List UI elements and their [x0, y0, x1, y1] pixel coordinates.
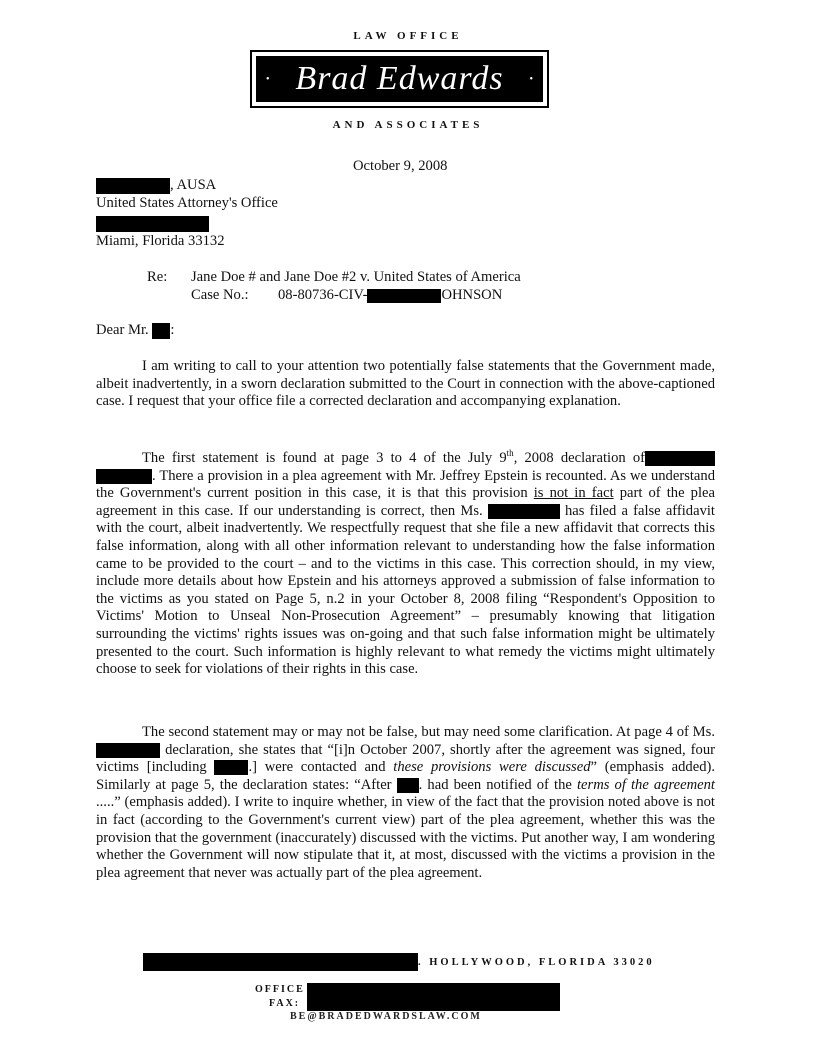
case-no-label: Case No.:: [191, 287, 249, 303]
recipient-city: Miami, Florida 33132: [96, 233, 225, 249]
bullet-right-icon: •: [529, 74, 533, 85]
redaction-block: [96, 743, 160, 758]
letterhead-logo-box: [256, 56, 543, 102]
footer-address: . HOLLYWOOD, FLORIDA 33020: [143, 953, 655, 971]
body-paragraph-1: I am writing to call to your attention two potentially false statements that the Government made, albeit inadvertently, in a sworn declaration submitted to the Court in connection with the above-captioned case. I request that your office file a corrected declaration and accompanying explanation.: [96, 358, 715, 410]
bullet-left-icon: •: [266, 74, 270, 85]
letterhead-name: Brad Edwards: [295, 60, 504, 97]
footer-fax-label: FAX:: [269, 998, 301, 1009]
redaction-block: [397, 778, 419, 793]
redaction-block: [96, 469, 152, 484]
redaction-block: [488, 504, 560, 519]
redaction-block: [143, 953, 418, 971]
re-block: [147, 268, 521, 304]
re-caption: Jane Doe # and Jane Doe #2 v. United States of America: [191, 269, 521, 285]
footer-office-label: OFFICE: [255, 984, 305, 995]
recipient-name-line: , AUSA: [96, 176, 278, 194]
re-label: Re:: [147, 269, 168, 285]
redaction-block: [307, 983, 560, 1011]
letterhead-top-line: LAW OFFICE: [353, 30, 463, 42]
letterhead-bottom-line: AND ASSOCIATES: [332, 119, 484, 131]
body-paragraph-3: The second statement may or may not be false, but may need some clarification. At page 4 of Ms. declaration, she states that “[i]n October 2007, shortly after the agreement was signed, four victims [including .] were contacted and these provisions were discussed” (emphasis added). Similarly at page 5, the declaration states: “After . had been notified of the terms of the agreement .....” (emphasis added). I write to inquire whether, in view of the fact that the provision noted above is not in fact (according to the Government's current view) part of the plea agreement, whether this was the provision that the government (inaccurately) discussed with the victims. Put another way, I am wondering whether the Government will now stipulate that it, at most, discussed with the victims a provision in the plea agreement that never was actually part of the plea agreement.: [96, 724, 716, 881]
redaction-block: [96, 178, 170, 194]
redaction-block: [367, 289, 441, 303]
redaction-block: [96, 216, 209, 232]
recipient-office: United States Attorney's Office: [96, 195, 278, 211]
letter-date: October 9, 2008: [353, 158, 448, 174]
footer-contact: [255, 983, 305, 1011]
salutation: Dear Mr. :: [96, 322, 175, 338]
case-no-prefix: 08-80736-CIV-: [278, 287, 368, 303]
redaction-block: [152, 323, 170, 339]
case-no-suffix: OHNSON: [441, 287, 503, 303]
redaction-block: [214, 760, 248, 775]
footer-email: BE@BRADEDWARDSLAW.COM: [290, 1011, 482, 1022]
redaction-block: [645, 451, 715, 466]
letterhead-logo-frame: [250, 50, 549, 108]
recipient-block: [96, 176, 278, 250]
body-paragraph-2: The first statement is found at page 3 to 4 of the July 9th, 2008 declaration of . There a provision in a plea agreement with Mr. Jeffrey Epstein is recounted. As we understand the Government's current position in this case, it is that this provision is not in fact part of the plea agreement in this case. If our understanding is correct, then Ms. has filed a false affidavit with the court, albeit inadvertently. We respectfully request that she file a new affidavit that corrects this false information, along with all other information relevant to understanding how the false information came to be provided to the court – and to the victims in this case. This correction should, in my view, include more details about how Epstein and his attorneys approved a submission of false information to the victims as you stated on Page 5, n.2 in your October 8, 2008 filing “Respondent's Opposition to Victims' Motion to Unseal Non-Prosecution Agreement” – presumably knowing that litigation surrounding the victims' rights issues was on-going and that such false information might be ultimately presented to the court. Such information is highly relevant to what remedy the victims might ultimately choose to seek for violations of their rights in this case.: [96, 448, 715, 678]
recipient-address-line: [96, 214, 278, 232]
